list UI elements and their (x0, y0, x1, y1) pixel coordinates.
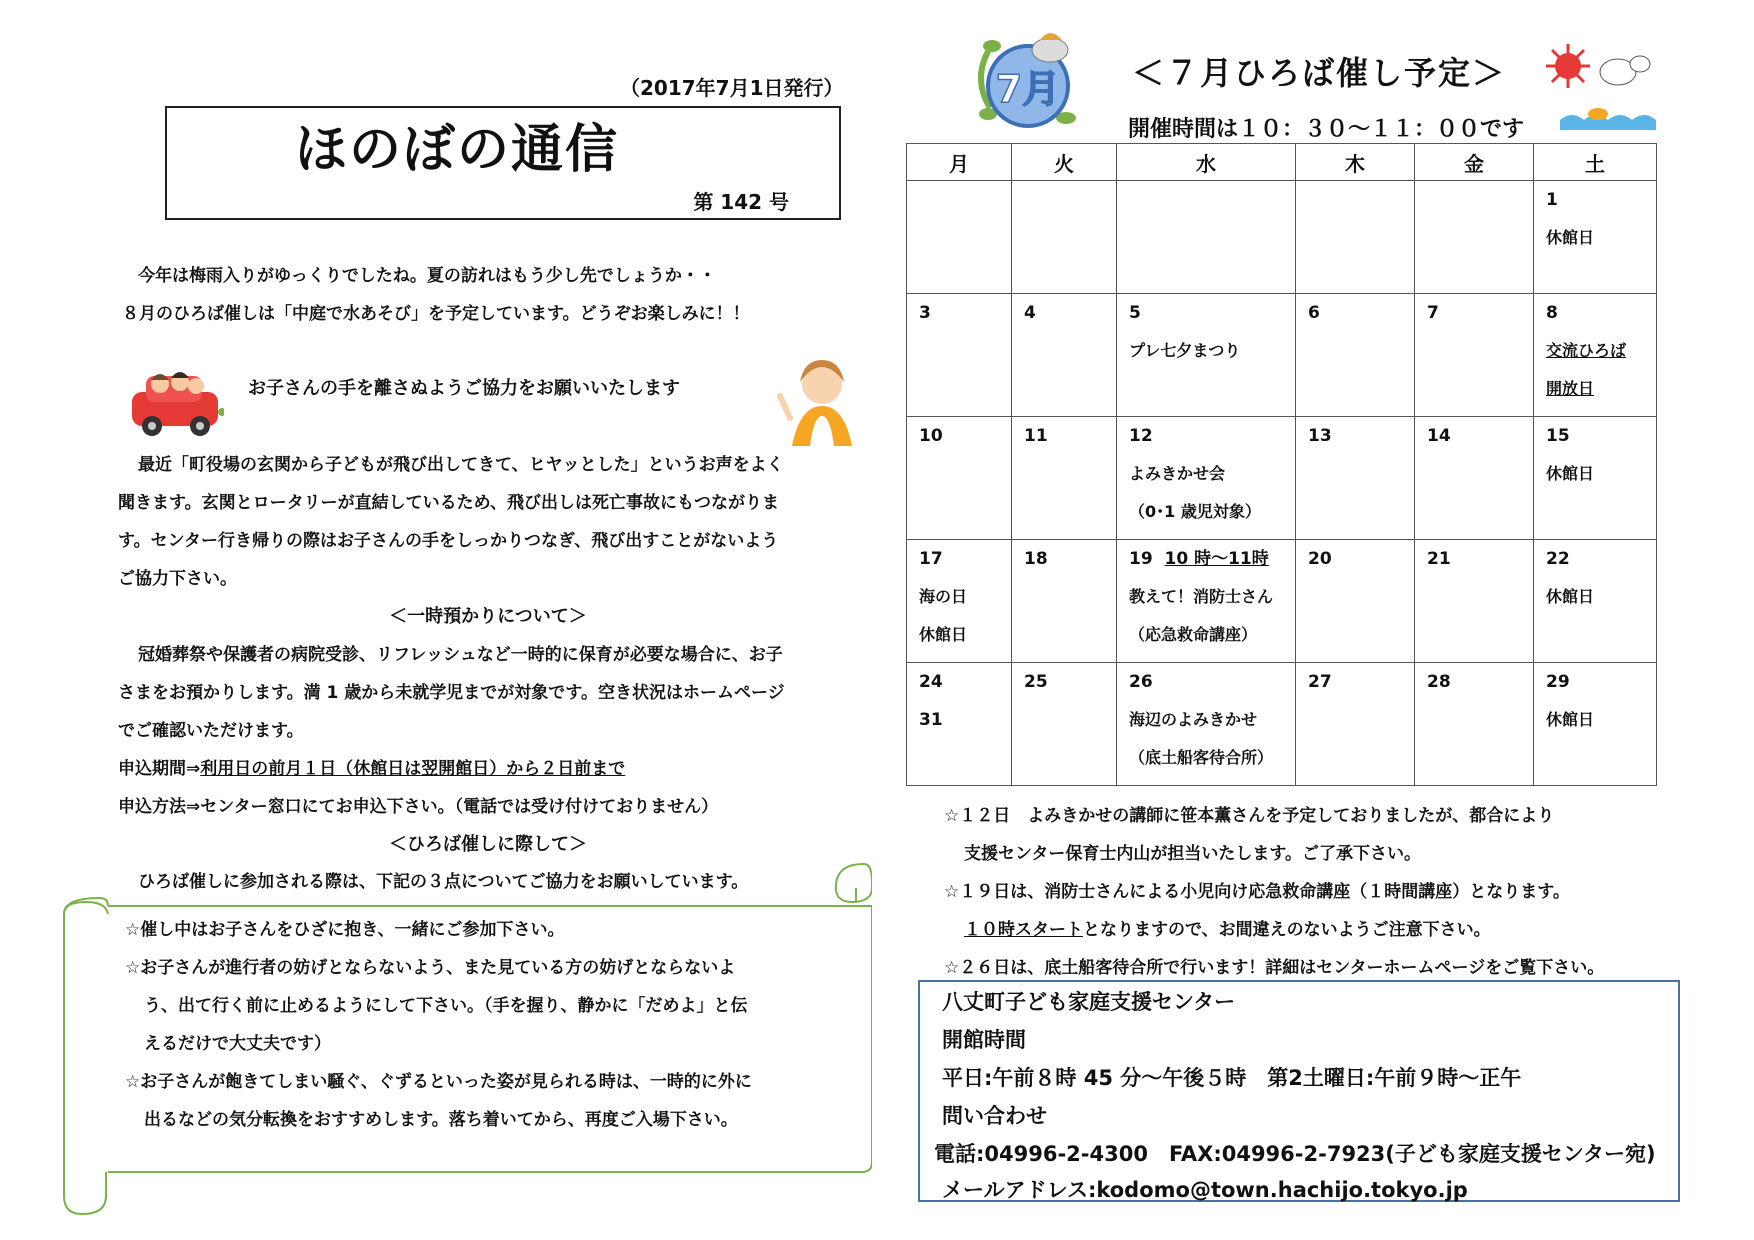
weekday-sat: 土 (1534, 144, 1657, 181)
calendar-cell (1296, 540, 1415, 663)
day-number: 18 (1024, 549, 1048, 569)
day-number: 22 (1546, 549, 1570, 569)
july-badge-text: 7月 (995, 67, 1061, 111)
scroll-line-2: ☆お子さんが進行者の妨げとならないよう、また見ている方の妨げとならないよ (125, 958, 736, 978)
day-event: 海の日 (919, 587, 968, 606)
calendar-week-5 (907, 663, 1657, 786)
calendar-weekday-row (907, 144, 1657, 181)
calendar-cell (1415, 417, 1534, 540)
calendar-cell (1117, 663, 1296, 786)
note-19-line-1: ☆１９日は、消防士さんによる小児向け応急救命講座（１時間講座）となります。 (944, 882, 1570, 902)
day-number: 12 (1129, 426, 1153, 446)
calendar-cell (1534, 540, 1657, 663)
day-number-with-time (1129, 548, 1285, 586)
calendar-cell (1534, 294, 1657, 417)
day-event: （応急救命講座） (1129, 625, 1258, 644)
day-event: 開放日 (1546, 379, 1595, 398)
weekday-fri: 金 (1415, 144, 1534, 181)
temp-care-line-2: さまをお預かりします。満 1 歳から未就学児までが対象です。空き状況はホームページ (118, 683, 785, 703)
day-event: 海辺のよみきかせ (1129, 710, 1258, 729)
hiroba-intro: ひろば催しに参加される際は、下記の３点についてご協力をお願いしています。 (138, 872, 749, 892)
calendar-hours: 開催時間は１０：３０～１１：００です (1128, 117, 1525, 142)
weekday-tue: 火 (1012, 144, 1117, 181)
application-period (118, 759, 625, 779)
july-badge-icon (970, 28, 1090, 138)
day-number: 14 (1427, 426, 1451, 446)
calendar-cell (1117, 294, 1296, 417)
hiroba-heading: ＜ひろば催しに際して＞ (389, 834, 587, 855)
calendar-cell (1117, 417, 1296, 540)
calendar-cell (1012, 294, 1117, 417)
note-19-start-time: １０時スタート (964, 920, 1083, 940)
staff-woman-icon (772, 356, 862, 446)
day-number: 17 (919, 549, 943, 569)
day-event: 休館日 (1546, 464, 1595, 483)
calendar-cell (1117, 540, 1296, 663)
day-number: 20 (1308, 549, 1332, 569)
calendar-week-2 (907, 294, 1657, 417)
calendar-heading: ＜７月ひろば催し予定＞ (1132, 54, 1507, 92)
calendar-week-1 (907, 181, 1657, 294)
day-event: （底土船客待合所） (1129, 748, 1274, 767)
temp-care-line-1: 冠婚葬祭や保護者の病院受診、リフレッシュなど一時的に保育が必要な場合に、お子 (138, 645, 783, 665)
temp-care-line-3: でご確認いただけます。 (118, 721, 304, 741)
scroll-line-5: ☆お子さんが飽きてしまい騒ぐ、ぐずるといった姿が見られる時は、一時的に外に (125, 1072, 752, 1092)
note-26: ☆２６日は、底土船客待合所で行います！詳細はセンターホームページをご覧下さい。 (944, 958, 1605, 978)
calendar-cell (1012, 181, 1117, 294)
day-number: 7 (1427, 303, 1439, 323)
note-19-line-2 (964, 920, 1491, 940)
calendar-cell (1296, 181, 1415, 294)
day-event: （0･1 歳児対象） (1129, 502, 1261, 521)
sun-seagull-icon (1540, 38, 1660, 132)
calendar-cell (907, 294, 1012, 417)
weekday-mon: 月 (907, 144, 1012, 181)
calendar-cell (1415, 294, 1534, 417)
family-car-icon (124, 362, 224, 440)
calendar-cell (1296, 417, 1415, 540)
day-number: 19 (1129, 549, 1153, 569)
day-number: 4 (1024, 303, 1036, 323)
email-address[interactable]: メールアドレス:kodomo@town.hachijo.tokyo.jp (942, 1178, 1468, 1202)
day-number: 3 (919, 303, 931, 323)
day-event: 休館日 (1546, 587, 1595, 606)
scroll-line-4: えるだけで大丈夫です） (144, 1034, 331, 1054)
calendar-week-3 (907, 417, 1657, 540)
calendar-cell (1415, 663, 1534, 786)
newsletter-title: ほのぼの通信 (294, 120, 619, 180)
day-number: 5 (1129, 303, 1141, 323)
day-number: 28 (1427, 672, 1451, 692)
calendar-cell (907, 181, 1012, 294)
calendar-cell (1117, 181, 1296, 294)
note-19-rest: となりますので、お間違えのないようご注意下さい。 (1083, 920, 1491, 940)
application-method: 申込方法⇒センター窓口にてお申込下さい。（電話では受け付けておりません） (118, 797, 719, 817)
day-number: 6 (1308, 303, 1320, 323)
calendar-cell (1415, 540, 1534, 663)
center-name: 八丈町子ども家庭支援センター (942, 990, 1236, 1014)
day-number: 1 (1546, 190, 1558, 210)
weekday-thu: 木 (1296, 144, 1415, 181)
application-period-label: 申込期間⇒ (118, 759, 201, 779)
day-number: 25 (1024, 672, 1048, 692)
weekday-wed: 水 (1117, 144, 1296, 181)
day-event: 休館日 (1546, 710, 1595, 729)
hours-label: 開館時間 (942, 1028, 1026, 1052)
contact-box (918, 980, 1680, 1202)
calendar-cell (1012, 540, 1117, 663)
calendar-cell (1012, 417, 1117, 540)
calendar-cell (1012, 663, 1117, 786)
scroll-line-1: ☆催し中はお子さんをひざに抱き、一緒にご参加下さい。 (125, 920, 565, 940)
day-number: 29 (1546, 672, 1570, 692)
temp-care-heading: ＜一時預かりについて＞ (389, 606, 587, 627)
calendar-cell (1415, 181, 1534, 294)
application-period-value: 利用日の前月１日（休館日は翌開館日）から２日前まで (200, 759, 626, 779)
day-number: 26 (1129, 672, 1153, 692)
calendar-cell (1296, 663, 1415, 786)
calendar-cell (907, 663, 1012, 786)
issue-date: （2017年7月1日発行） (620, 76, 844, 100)
day-number: 15 (1546, 426, 1570, 446)
scroll-line-6: 出るなどの気分転換をおすすめします。落ち着いてから、再度ご入場下さい。 (144, 1110, 738, 1130)
opening-hours: 平日:午前８時 45 分～午後５時 第2土曜日:午前９時～正午 (942, 1066, 1522, 1090)
note-12-line-1: ☆１２日 よみきかせの講師に笹本薫さんを予定しておりましたが、都合により (944, 806, 1555, 826)
day-event: 休館日 (1546, 228, 1595, 247)
day-event: 教えて！消防士さん (1129, 587, 1274, 606)
day-number: 8 (1546, 303, 1558, 323)
scroll-line-3: う、出て行く前に止めるようにして下さい。（手を握り、静かに「だめよ」と伝 (144, 996, 748, 1016)
calendar-table (906, 143, 1657, 786)
issue-number: 第 142 号 (693, 190, 789, 214)
safety-line-1: 最近「町役場の玄関から子どもが飛び出してきて、ヒヤッとした」というお声をよく (138, 455, 784, 475)
day-number: 24 (919, 672, 943, 692)
day-number: 31 (919, 710, 943, 730)
calendar-cell (1534, 181, 1657, 294)
safety-line-3: す。センター行き帰りの際はお子さんの手をしっかりつなぎ、飛び出すことがないよう (118, 531, 779, 551)
day-event: よみきかせ会 (1129, 464, 1226, 483)
calendar-cell (907, 540, 1012, 663)
calendar-week-4 (907, 540, 1657, 663)
safety-line-4: ご協力下さい。 (118, 569, 237, 589)
day-event-time: 10 時～11時 (1164, 549, 1269, 569)
calendar-cell (907, 417, 1012, 540)
note-12-line-2: 支援センター保育士内山が担当いたします。ご了承下さい。 (964, 844, 1421, 864)
title-box (165, 106, 841, 220)
day-number: 13 (1308, 426, 1332, 446)
calendar-cell (1534, 663, 1657, 786)
inquiry-label: 問い合わせ (942, 1104, 1047, 1128)
day-number: 21 (1427, 549, 1451, 569)
day-event: 休館日 (919, 625, 968, 644)
day-event: プレ七夕まつり (1129, 341, 1241, 360)
safety-line-2: 聞きます。玄関とロータリーが直結しているため、飛び出しは死亡事故にもつながりま (118, 493, 779, 513)
day-number: 27 (1308, 672, 1332, 692)
intro-line-1: 今年は梅雨入りがゆっくりでしたね。夏の訪れはもう少し先でしょうか・・ (138, 266, 716, 286)
day-event: 交流ひろば (1546, 341, 1627, 360)
phone-fax: 電話:04996-2-4300 FAX:04996-2-7923(子ども家庭支援センター宛) (934, 1142, 1656, 1166)
safety-heading: お子さんの手を離さぬようご協力をお願いいたします (248, 378, 680, 399)
calendar-cell (1534, 417, 1657, 540)
intro-line-2: ８月のひろば催しは「中庭で水あそび」を予定しています。どうぞお楽しみに！！ (122, 304, 750, 324)
day-number: 10 (919, 426, 943, 446)
calendar-cell (1296, 294, 1415, 417)
day-number: 11 (1024, 426, 1048, 446)
